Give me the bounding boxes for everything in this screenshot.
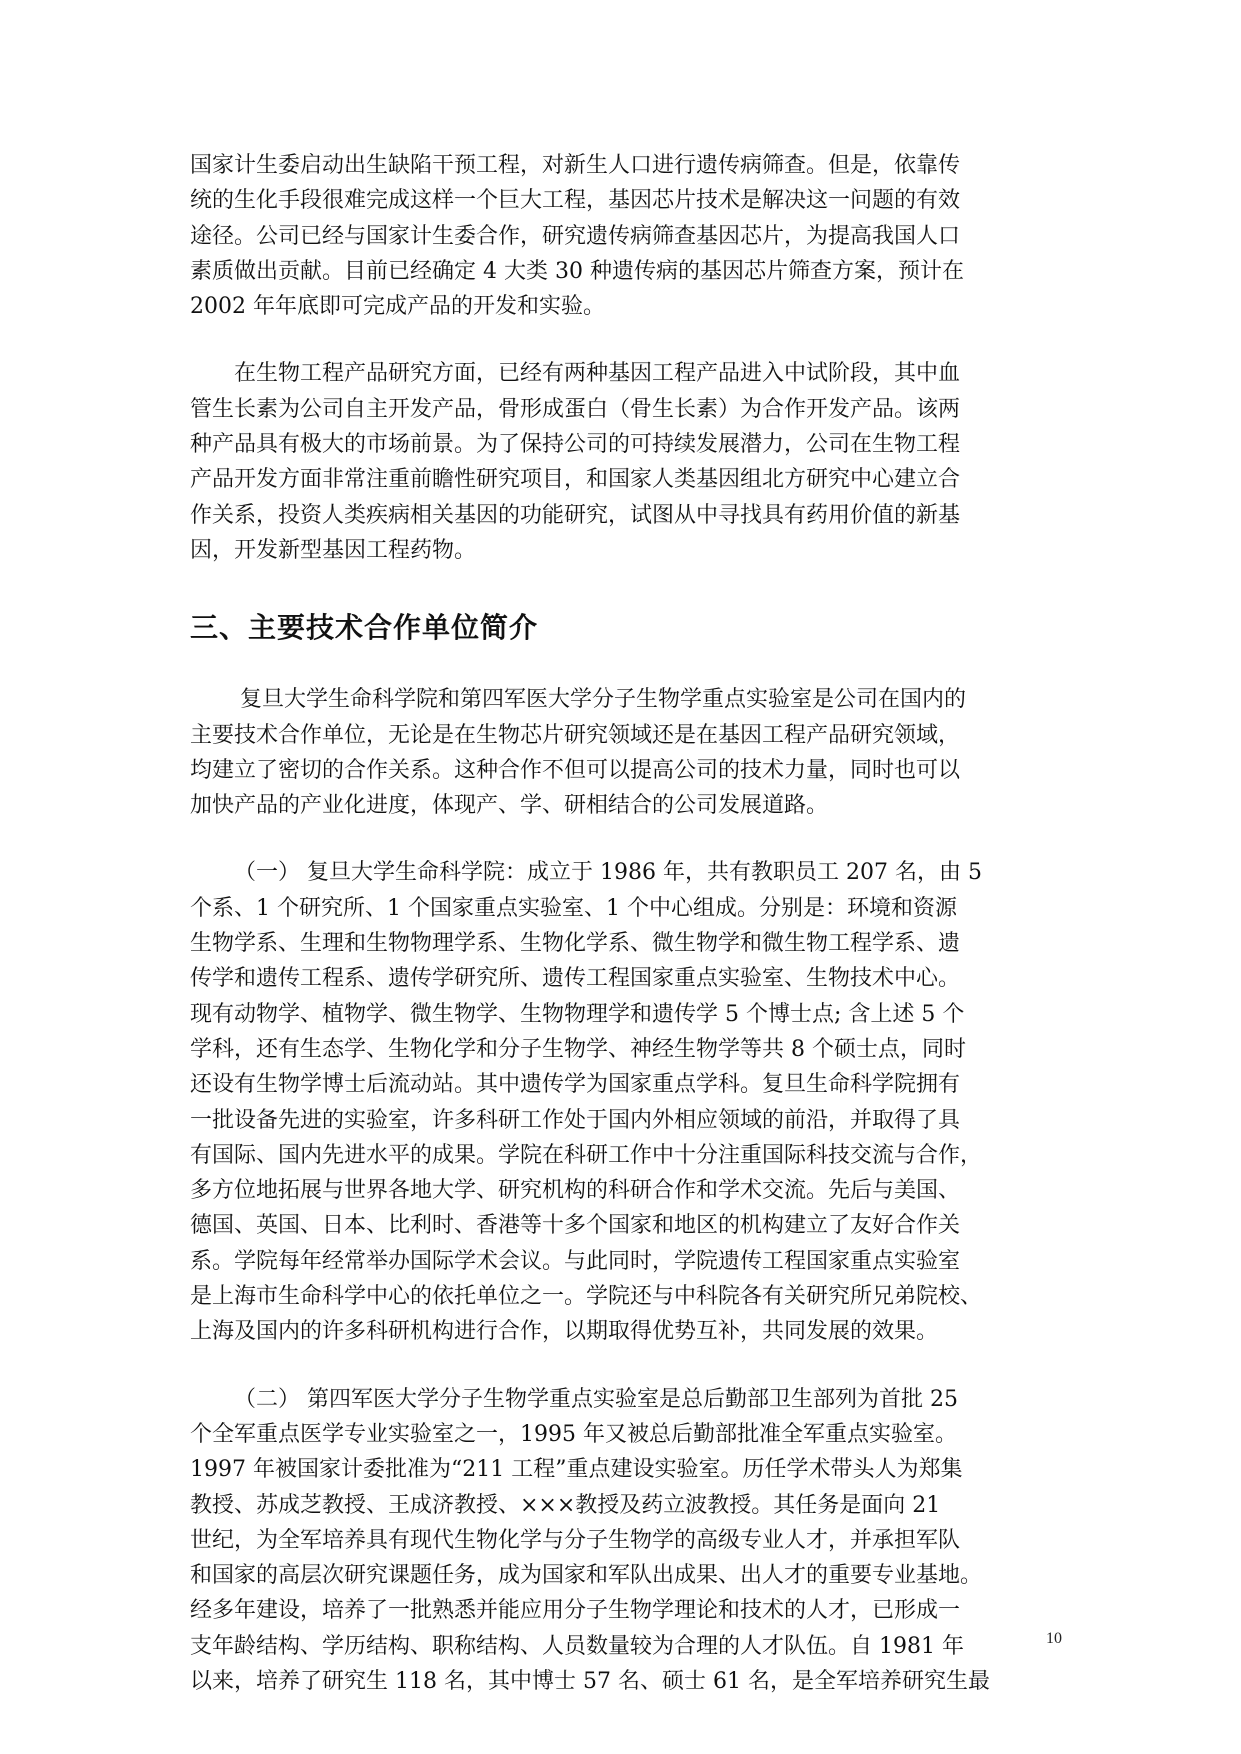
paragraph-partners-intro bbox=[190, 682, 1070, 823]
text-line: 和国家的高层次研究课题任务，成为国家和军队出成果、出人才的重要专业基地。 bbox=[190, 1563, 983, 1589]
section-heading: 三、主要技术合作单位简介 bbox=[190, 611, 539, 645]
text-line: 生物学系、生理和生物物理学系、生物化学系、微生物学和微生物工程学系、遗 bbox=[190, 931, 961, 957]
text-line: 世纪，为全军培养具有现代生物化学与分子生物学的高级专业人才，并承担军队 bbox=[190, 1527, 961, 1553]
paragraph-fourth-military-university bbox=[190, 1382, 1070, 1700]
text-line: 德国、英国、日本、比利时、香港等十多个国家和地区的机构建立了友好合作关 bbox=[190, 1213, 961, 1239]
text-line: 种产品具有极大的市场前景。为了保持公司的可持续发展潜力，公司在生物工程 bbox=[190, 432, 961, 458]
text-line: 一批设备先进的实验室，许多科研工作处于国内外相应领域的前沿，并取得了具 bbox=[190, 1107, 961, 1133]
text-line: 传学和遗传工程系、遗传学研究所、遗传工程国家重点实验室、生物技术中心。 bbox=[190, 966, 961, 992]
text-line: 有国际、国内先进水平的成果。学院在科研工作中十分注重国际科技交流与合作， bbox=[190, 1142, 983, 1168]
text-line: 学科，还有生态学、生物化学和分子生物学、神经生物学等共 8 个硕士点，同时 bbox=[190, 1036, 966, 1062]
text-line: 现有动物学、植物学、微生物学、生物物理学和遗传学 5 个博士点; 含上述 5 个 bbox=[190, 1001, 965, 1027]
text-line: 主要技术合作单位，无论是在生物芯片研究领域还是在基因工程产品研究领域， bbox=[190, 722, 961, 748]
text-line: 均建立了密切的合作关系。这种合作不但可以提高公司的技术力量，同时也可以 bbox=[190, 757, 961, 783]
text-line: 因，开发新型基因工程药物。 bbox=[190, 537, 477, 563]
document-page bbox=[190, 148, 1070, 1699]
text-line: 经多年建设，培养了一批熟悉并能应用分子生物学理论和技术的人才，已形成一 bbox=[190, 1598, 961, 1624]
paragraph-fudan bbox=[190, 855, 1070, 1349]
text-line: （二） 第四军医大学分子生物学重点实验室是总后勤部卫生部列为首批 25 bbox=[234, 1386, 958, 1412]
text-line: 加快产品的产业化进度，体现产、学、研相结合的公司发展道路。 bbox=[190, 793, 829, 819]
text-line: 还设有生物学博士后流动站。其中遗传学为国家重点学科。复旦生命科学院拥有 bbox=[190, 1072, 961, 1098]
text-line: 途径。公司已经与国家计生委合作，研究遗传病筛查基因芯片，为提高我国人口 bbox=[190, 223, 961, 249]
text-line: 复旦大学生命科学院和第四军医大学分子生物学重点实验室是公司在国内的 bbox=[240, 687, 967, 713]
text-line: 上海及国内的许多科研机构进行合作，以期取得优势互补，共同发展的效果。 bbox=[190, 1319, 939, 1345]
text-line: 教授、苏成芝教授、王成济教授、×××教授及药立波教授。其任务是面向 21 bbox=[190, 1492, 941, 1518]
text-line: 1997 年被国家计委批准为“211 工程”重点建设实验室。历任学术带头人为郑集 bbox=[190, 1457, 963, 1483]
text-line: 作关系，投资人类疾病相关基因的功能研究，试图从中寻找具有药用价值的新基 bbox=[190, 502, 961, 528]
paragraph-genetic-screening bbox=[190, 148, 1070, 324]
text-line: 国家计生委启动出生缺陷干预工程，对新生人口进行遗传病筛查。但是，依靠传 bbox=[190, 153, 961, 178]
text-line: 个全军重点医学专业实验室之一，1995 年又被总后勤部批准全军重点实验室。 bbox=[190, 1421, 957, 1447]
paragraph-bioengineering-products bbox=[190, 356, 1070, 568]
text-line: 系。学院每年经常举办国际学术会议。与此同时，学院遗传工程国家重点实验室 bbox=[190, 1248, 961, 1274]
text-line: 多方位地拓展与世界各地大学、研究机构的科研合作和学术交流。先后与美国、 bbox=[190, 1178, 961, 1204]
text-line: 个系、1 个研究所、1 个国家重点实验室、1 个中心组成。分别是：环境和资源 bbox=[190, 895, 957, 921]
page-number: 10 bbox=[1046, 1630, 1062, 1647]
text-line: 管生长素为公司自主开发产品，骨形成蛋白（骨生长素）为合作开发产品。该两 bbox=[190, 396, 961, 422]
text-line: 以来，培养了研究生 118 名，其中博士 57 名、硕士 61 名，是全军培养研究生最 bbox=[190, 1668, 990, 1694]
text-line: （一） 复旦大学生命科学院：成立于 1986 年，共有教职员工 207 名，由 5 bbox=[234, 860, 982, 886]
text-line: 产品开发方面非常注重前瞻性研究项目，和国家人类基因组北方研究中心建立合 bbox=[190, 467, 961, 493]
text-line: 在生物工程产品研究方面，已经有两种基因工程产品进入中试阶段，其中血 bbox=[234, 361, 961, 387]
text-line: 素质做出贡献。目前已经确定 4 大类 30 种遗传病的基因芯片筛查方案，预计在 bbox=[190, 258, 964, 284]
text-line: 是上海市生命科学中心的依托单位之一。学院还与中科院各有关研究所兄弟院校、 bbox=[190, 1284, 983, 1310]
text-line: 支年龄结构、学历结构、职称结构、人员数量较为合理的人才队伍。自 1981 年 bbox=[190, 1633, 964, 1659]
text-line: 2002 年年底即可完成产品的开发和实验。 bbox=[190, 294, 605, 320]
text-line: 统的生化手段很难完成这样一个巨大工程，基因芯片技术是解决这一问题的有效 bbox=[190, 188, 961, 214]
